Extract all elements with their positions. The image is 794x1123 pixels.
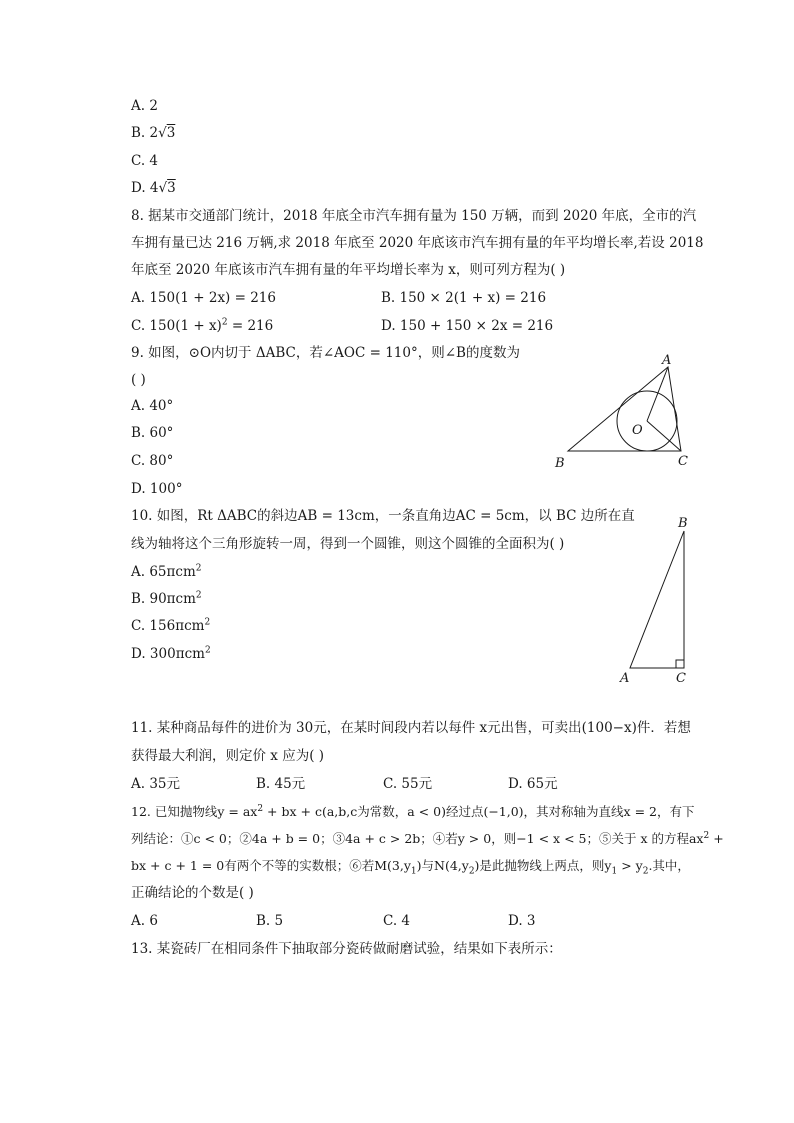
q12-stem-line3: bx + c + 1 = 0有两个不等的实数根；⑥若$M(3,y_1)$与$N(4,y_2)$是此抛物线上两点，则$y_1 > y_2$.其中， bbox=[131, 858, 690, 877]
q8-stem-line2: 车拥有量已达 216 万辆,求 2018 年底至 2020 年底该市汽车拥有量的年平均增长率,若设 2018 bbox=[131, 235, 704, 251]
q11-option-a: A. 35元 bbox=[131, 776, 181, 792]
segment-oc bbox=[647, 421, 681, 451]
q10-right-triangle-figure bbox=[610, 512, 700, 687]
label-a: A bbox=[620, 671, 630, 686]
q8-option-d: D. 150 + 150 × 2x = 216 bbox=[381, 318, 554, 334]
q9-option-c: C. 80° bbox=[131, 453, 174, 469]
q10-option-a: A. 65πcm$^2$ bbox=[131, 563, 202, 580]
q10-stem-line1: 10. 如图，Rt ΔABC的斜边AB = 13cm，一条直角边AC = 5cm，以 BC 边所在直 bbox=[131, 508, 635, 524]
label-a: A bbox=[662, 353, 672, 368]
q11-option-d: D. 65元 bbox=[508, 776, 558, 792]
q12-option-b: B. 5 bbox=[256, 913, 284, 929]
q8-stem-line1: 8. 据某市交通部门统计，2018 年底全市汽车拥有量为 150 万辆，而到 2020 年底，全市的汽 bbox=[131, 208, 697, 224]
q11-option-c: C. 55元 bbox=[383, 776, 433, 792]
triangle-abc bbox=[630, 531, 684, 668]
q9-option-b: B. 60° bbox=[131, 425, 174, 441]
q7-option-c: C. 4 bbox=[131, 153, 159, 169]
label-c: C bbox=[678, 454, 688, 469]
q12-option-d: D. 3 bbox=[508, 913, 536, 929]
q11-stem-line2: 获得最大利润，则定价 x 应为( ) bbox=[131, 748, 325, 764]
q7-option-d: D. 4√3 bbox=[131, 180, 176, 196]
q11-stem-line1: 11. 某种商品每件的进价为 30元，在某时间段内若以每件 x元出售，可卖出(100−x)件．若想 bbox=[131, 720, 691, 736]
right-angle-mark bbox=[676, 660, 684, 668]
q10-option-b: B. 90πcm$^2$ bbox=[131, 590, 202, 607]
q12-stem-line4: 正确结论的个数是( ) bbox=[131, 885, 254, 901]
q9-triangle-incircle-figure bbox=[550, 350, 700, 475]
q10-stem-line2: 线为轴将这个三角形旋转一周，得到一个圆锥，则这个圆锥的全面积为( ) bbox=[131, 536, 565, 552]
segment-ao bbox=[647, 367, 668, 421]
label-b: B bbox=[678, 516, 688, 531]
q12-stem-line1: 12. 已知抛物线$y = ax^2$ + bx + c(a,b,c为常数，a < 0)经过点(−1,0)，其对称轴为直线x = 2，有下 bbox=[131, 803, 695, 819]
label-b: B bbox=[555, 456, 565, 471]
label-c: C bbox=[676, 671, 686, 686]
q11-option-b: B. 45元 bbox=[256, 776, 306, 792]
q12-stem-line2: 列结论：①c < 0；②4a + b = 0；③4a + c > 2b；④若y > 0，则−1 < x < 5；⑤关于 x 的方程$ax^2$ + bbox=[131, 830, 724, 846]
q10-option-c: C. 156πcm$^2$ bbox=[131, 617, 211, 634]
q10-option-d: D. 300πcm$^2$ bbox=[131, 645, 211, 662]
q8-option-c: C. $150(1 + x)^2 = 216$ bbox=[131, 317, 274, 334]
q8-option-a: A. 150(1 + 2x) = 216 bbox=[131, 290, 276, 306]
q9-option-d: D. 100° bbox=[131, 481, 183, 497]
label-o: O bbox=[632, 423, 643, 438]
q12-option-a: A. 6 bbox=[131, 913, 158, 929]
q9-option-a: A. 40° bbox=[131, 398, 174, 414]
q7-option-b: B. 2√3 bbox=[131, 125, 176, 141]
q9-stem-line1: 9. 如图，⊙O内切于 ΔABC，若∠AOC = 110°，则∠B的度数为 bbox=[131, 345, 520, 361]
q9-stem-line2: ( ) bbox=[131, 372, 146, 388]
q8-stem-line3: 年底至 2020 年底该市汽车拥有量的年平均增长率为 x，则可列方程为( ) bbox=[131, 262, 566, 278]
q13-stem-line1: 13. 某瓷砖厂在相同条件下抽取部分瓷砖做耐磨试验，结果如下表所示： bbox=[131, 941, 562, 957]
q12-option-c: C. 4 bbox=[383, 913, 411, 929]
triangle-abc bbox=[568, 367, 681, 451]
q8-option-b: B. 150 × 2(1 + x) = 216 bbox=[381, 290, 547, 306]
q7-option-a: A. 2 bbox=[131, 98, 158, 114]
